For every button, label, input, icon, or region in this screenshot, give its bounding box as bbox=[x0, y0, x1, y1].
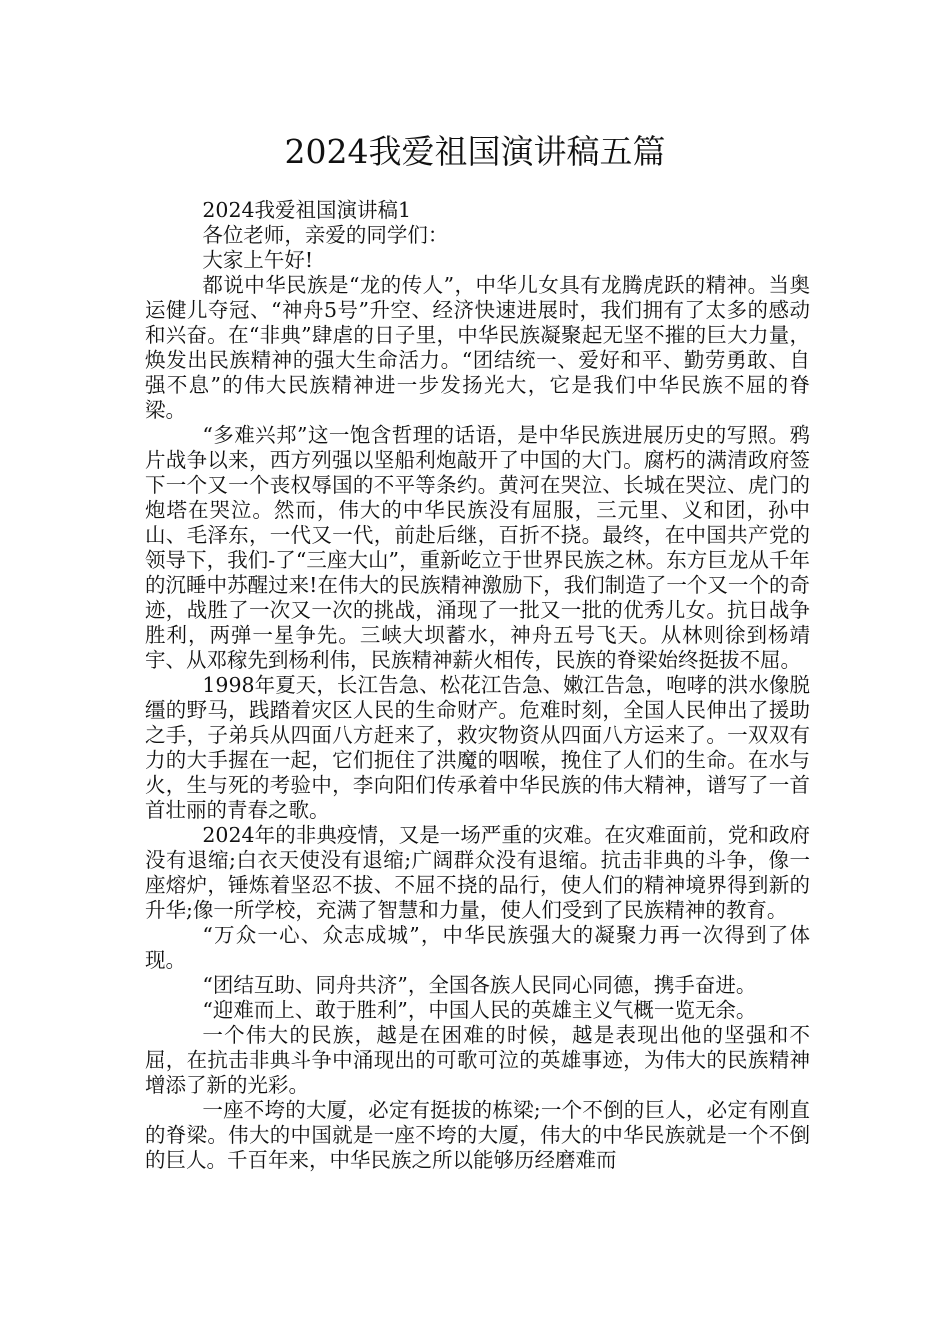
document-body bbox=[145, 198, 810, 1173]
salutation-paragraph: 各位老师，亲爱的同学们： bbox=[202, 223, 449, 247]
body-paragraph: “万众一心、众志成城”，中华民族强大的凝聚力再一次得到了体现。 bbox=[145, 923, 810, 972]
body-paragraph: 一座不垮的大厦，必定有挺拔的栋梁;一个不倒的巨人，必定有刚直的脊梁。伟大的中国就是一座不垮的大厦，伟大的中华民族就是一个不倒的巨人。千百年来，中华民族之所以能够历经磨难而 bbox=[145, 1098, 810, 1172]
body-paragraph: 都说中华民族是“龙的传人”，中华儿女具有龙腾虎跃的精神。当奥运健儿夺冠、“神舟5号”升空、经济快速进展时，我们拥有了太多的感动和兴奋。在“非典”肆虐的日子里，中华民族凝聚起无坚不摧的巨大力量，焕发出民族精神的强大生命活力。“团结统一、爱好和平、勤劳勇敢、自强不息”的伟大民族精神进一步发扬光大，它是我们中华民族不屈的脊梁。 bbox=[145, 273, 810, 422]
body-paragraph: “团结互助、同舟共济”，全国各族人民同心同德，携手奋进。 bbox=[202, 973, 757, 997]
greeting-paragraph: 大家上午好! bbox=[202, 248, 314, 272]
body-paragraph: 2024年的非典疫情，又是一场严重的灾难。在灾难面前，党和政府没有退缩;白衣天使没有退缩;广阔群众没有退缩。抗击非典的斗争，像一座熔炉，锤炼着坚忍不拔、不屈不挠的品行，使人们的精神境界得到新的升华;像一所学校，充满了智慧和力量，使人们受到了民族精神的教育。 bbox=[145, 823, 810, 922]
body-paragraph: “迎难而上、敢于胜利”，中国人民的英雄主义气概一览无余。 bbox=[202, 998, 757, 1022]
body-paragraph: 一个伟大的民族，越是在困难的时候，越是表现出他的坚强和不屈，在抗击非典斗争中涌现出的可歌可泣的英雄事迹，为伟大的民族精神增添了新的光彩。 bbox=[145, 1023, 810, 1097]
body-paragraph: 1998年夏天，长江告急、松花江告急、嫩江告急，咆哮的洪水像脱缰的野马，践踏着灾区人民的生命财产。危难时刻，全国人民伸出了援助之手，子弟兵从四面八方赶来了，救灾物资从四面八方运来了。一双双有力的大手握在一起，它们扼住了洪魔的咽喉，挽住了人们的生命。在水与火，生与死的考验中，李向阳们传承着中华民族的伟大精神，谱写了一首首壮丽的青春之歌。 bbox=[145, 673, 810, 822]
body-paragraph: “多难兴邦”这一饱含哲理的话语，是中华民族进展历史的写照。鸦片战争以来，西方列强以坚船利炮敲开了中国的大门。腐朽的满清政府签下一个又一个丧权辱国的不平等条约。黄河在哭泣、长城在哭泣、虎门的炮塔在哭泣。然而，伟大的中华民族没有屈服，三元里、义和团，孙中山、毛泽东，一代又一代，前赴后继，百折不挠。最终，在中国共产党的领导下，我们-了“三座大山”，重新屹立于世界民族之林。东方巨龙从千年的沉睡中苏醒过来!在伟大的民族精神激励下，我们制造了一个又一个的奇迹，战胜了一次又一次的挑战，涌现了一批又一批的优秀儿女。抗日战争胜利，两弹一星争先。三峡大坝蓄水，神舟五号飞天。从林则徐到杨靖宇、从邓稼先到杨利伟，民族精神薪火相传，民族的脊梁始终挺拔不屈。 bbox=[145, 423, 810, 672]
document-title: 2024我爱祖国演讲稿五篇 bbox=[284, 132, 666, 171]
subtitle-paragraph: 2024我爱祖国演讲稿1 bbox=[202, 198, 412, 222]
